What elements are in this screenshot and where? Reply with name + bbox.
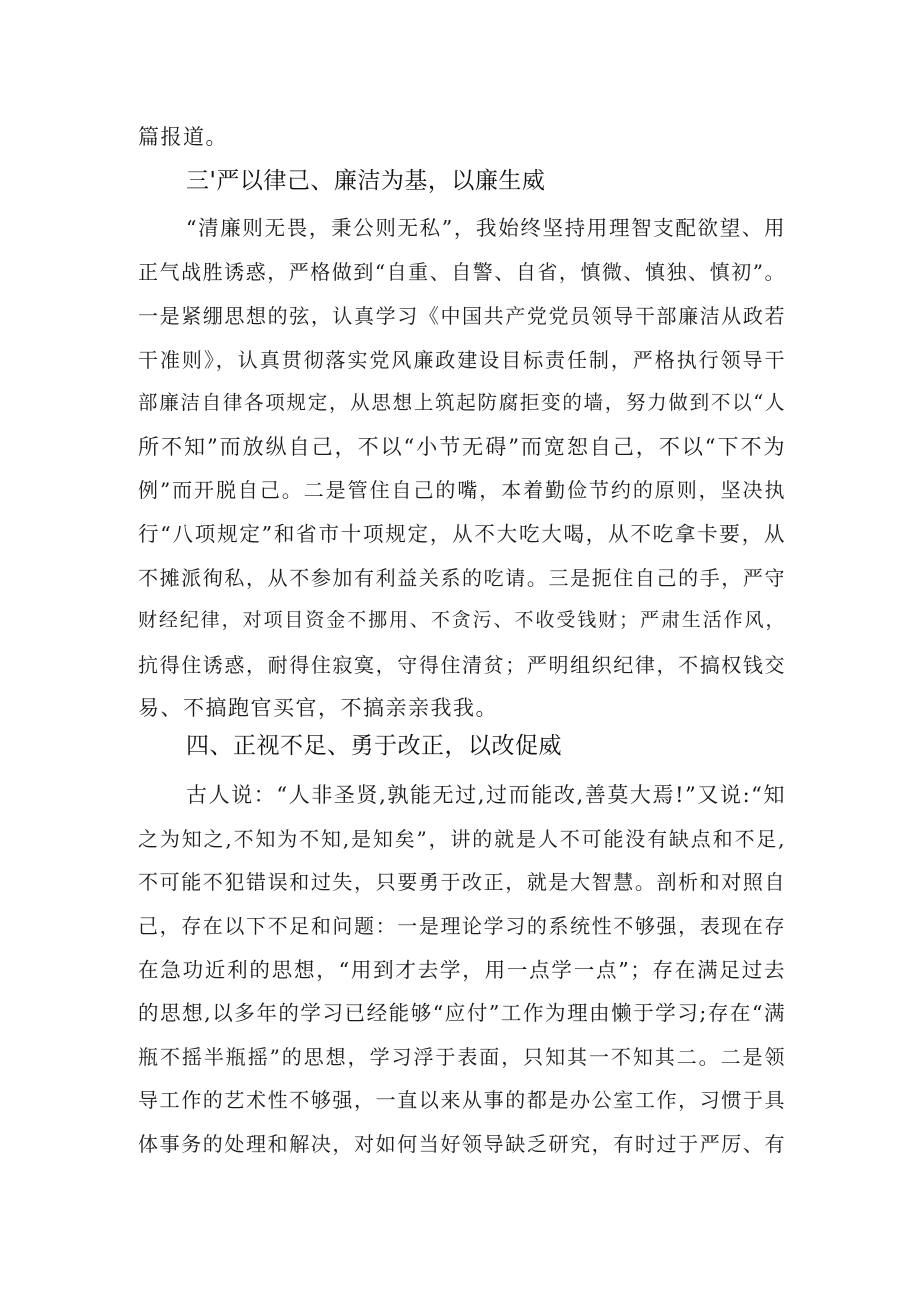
paragraph-line: 例”而开脱自己。二是管住自己的嘴，本着勤俭节约的原则，坚决执 [138, 478, 786, 502]
paragraph-line: 所不知”而放纵自己，不以“小节无碍”而宽恕自己，不以“下不为 [138, 435, 786, 459]
paragraph-line: 的思想,以多年的学习已经能够“应付”工作为理由懒于学习;存在“满 [138, 1001, 786, 1025]
paragraph-line: 体事务的处理和解决，对如何当好领导缺乏研究，有时过于严厉、有 [138, 1132, 786, 1156]
paragraph-line: 在急功近利的思想，“用到才去学，用一点学一点”；存在满足过去 [138, 958, 786, 982]
paragraph-line: 一是紧绷思想的弦，认真学习《中国共产党党员领导干部廉洁从政若 [138, 304, 786, 328]
paragraph-line: 己，存在以下不足和问题：一是理论学习的系统性不够强，表现在存 [138, 914, 786, 938]
paragraph-line: 不摊派徇私，从不参加有利益关系的吃请。三是扼住自己的手，严守 [138, 566, 786, 590]
paragraph-line: 抗得住诱惑，耐得住寂寞，守得住清贫；严明组织纪律，不搞权钱交 [138, 653, 786, 677]
paragraph-line: 财经纪律，对项目资金不挪用、不贪污、不收受钱财；严肃生活作风， [138, 609, 786, 631]
paragraph-line: 正气战胜诱惑，严格做到“自重、自警、自省，慎微、慎独、慎初”。 [138, 260, 786, 284]
section-heading-4: 四、正视不足、勇于改正，以改促威 [186, 733, 562, 759]
paragraph-line: 易、不搞跑官买官，不搞亲亲我我。 [138, 696, 498, 720]
paragraph-line: 干准则》，认真贯彻落实党风廉政建设目标责任制，严格执行领导干 [138, 348, 786, 372]
paragraph-line: 行“八项规定”和省市十项规定，从不大吃大喝，从不吃拿卡要，从 [138, 522, 786, 546]
paragraph-line: 部廉洁自律各项规定，从思想上筑起防腐拒变的墙，努力做到不以“人 [138, 391, 786, 414]
paragraph-line: 之为知之,不知为不知,是知矣”，讲的就是人不可能没有缺点和不足, [138, 827, 786, 851]
section-heading-3: 三'严以律己、廉洁为基，以廉生威 [186, 168, 546, 194]
paragraph-line: 古人说：“人非圣贤,孰能无过,过而能改,善莫大焉!”又说:“知 [186, 783, 786, 807]
paragraph-line: 瓶不摇半瓶摇”的思想，学习浮于表面，只知其一不知其二。二是领 [138, 1045, 786, 1069]
paragraph-line: “清廉则无畏，秉公则无私”，我始终坚持用理智支配欲望、用 [186, 216, 786, 240]
paragraph-line: 篇报道。 [138, 125, 228, 149]
paragraph-line: 不可能不犯错误和过失，只要勇于改正，就是大智慧。剖析和对照自 [138, 870, 786, 894]
paragraph-line: 导工作的艺术性不够强，一直以来从事的都是办公室工作，习惯于具 [138, 1088, 786, 1112]
